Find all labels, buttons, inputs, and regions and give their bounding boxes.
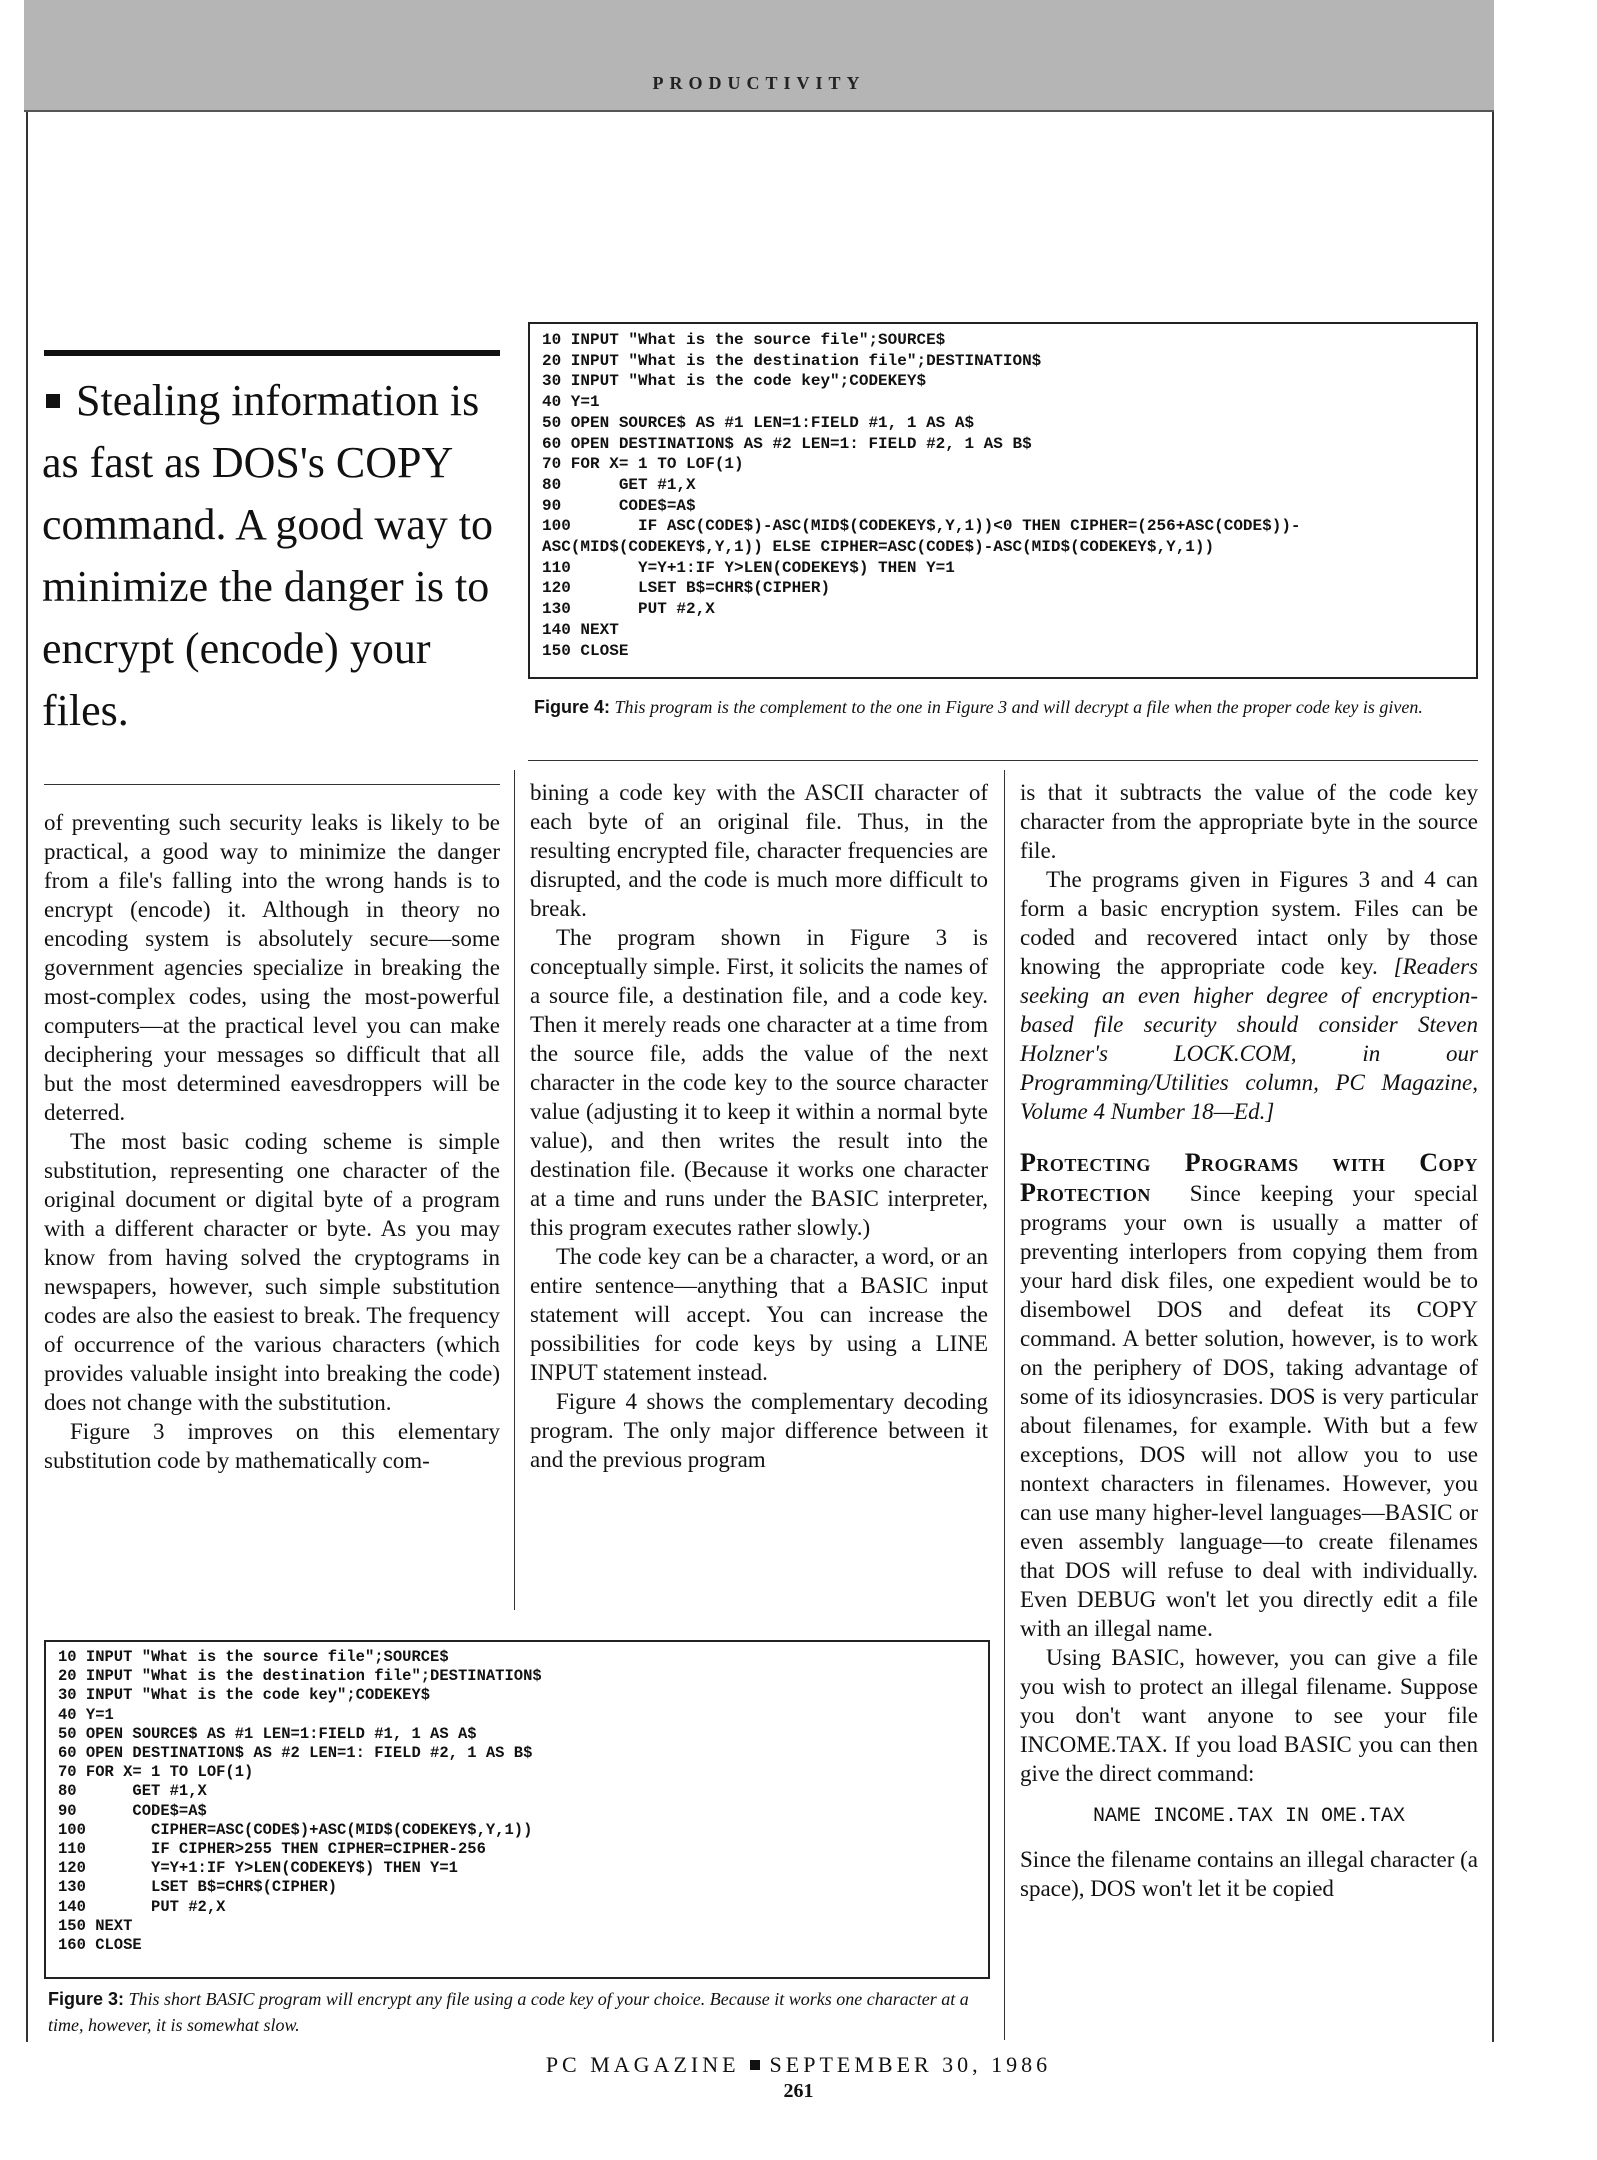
col3-paragraph-3-text: Since keeping your special programs your own is usually a matter of preventing interlopers from copying them from your hard disk files, one expedient would be to disembowel DOS and defeat its COPY command. A better solution, however, is to work on the periphery of DOS, taking advantage of some of its idiosyncrasies. DOS is very particular about filenames, for example. With but a few exceptions, DOS will not allow you to use nontext characters in filenames. However, you can use many higher-level languages—BASIC or even assembly language—to create filenames that DOS will refuse to deal with individually. Even DEBUG won't let you directly edit a file with an illegal name. — [1020, 1181, 1479, 1641]
pull-quote-top-rule — [44, 350, 500, 356]
col2-paragraph-1: bining a code key with the ASCII character of each byte of an original file. Thus, in the resulting encrypted file, character frequencies are disrupted, and the code is much more difficult to break. — [530, 780, 988, 921]
figure4-caption-label: Figure 4: — [534, 697, 611, 717]
right-frame-line — [1492, 112, 1494, 2042]
figure4-caption — [534, 694, 1474, 720]
footer-separator-icon — [750, 2060, 760, 2070]
col3-paragraph-2-text: The programs given in Figures 3 and 4 can form a basic encryption system. Files can be coded and recovered intact only by those knowing the appropriate code key. — [1020, 867, 1478, 979]
page-footer — [0, 2052, 1597, 2078]
pull-quote — [42, 370, 502, 742]
left-frame-line — [26, 112, 28, 2042]
figure3-caption — [48, 1986, 988, 2038]
name-command: NAME INCOME.TAX IN OME.TAX — [1092, 1805, 1406, 1828]
column-2 — [530, 778, 988, 1474]
column-1 — [44, 808, 500, 1475]
section-label: PRODUCTIVITY — [652, 73, 866, 93]
figure3-caption-label: Figure 3: — [48, 1989, 125, 2009]
figure4-code-listing: 10 INPUT "What is the source file";SOURCE$ 20 INPUT "What is the destination file";DESTINATION$ 30 INPUT "What is the code key";CODEKEY$ 40 Y=1 50 OPEN SOURCE$ AS #1 LEN=1:FIELD #1, 1 AS A$ 60 OPEN DESTINATION$ AS #2 LEN=1: FIELD #2, 1 AS B$ 70 FOR X= 1 TO LOF(1) 80 GET #1,X 90 CODE$=A$ 100 IF ASC(CODE$)-ASC(MID$(CODEKEY$,Y,1))<0 THEN CIPHER=(256+ASC(CODE$))- ASC(MID$(CODEKEY$,Y,1)) ELSE CIPHER=ASC(CODE$)-ASC(MID$(CODEKEY$,Y,1)) 110 Y=Y+1:IF Y>LEN(CODEKEY$) THEN Y=1 120 LSET B$=CHR$(CIPHER) 130 PUT #2,X 140 NEXT 150 CLOSE — [528, 322, 1478, 679]
column-divider-2 — [1004, 770, 1005, 2040]
figure4-caption-text: This program is the complement to the one in Figure 3 and will decrypt a file when the proper code key is given. — [614, 697, 1423, 717]
col3-paragraph-2 — [1020, 865, 1478, 1126]
pull-quote-text: Stealing information is as fast as DOS's COPY command. A good way to minimize the danger is to encrypt (encode) your files. — [42, 376, 493, 735]
col3-paragraph-1: is that it subtracts the value of the code key character from the appropriate byte in the source file. — [1020, 780, 1478, 863]
header-rule — [24, 110, 1494, 112]
figure3-code-listing: 10 INPUT "What is the source file";SOURCE$ 20 INPUT "What is the destination file";DESTINATION$ 30 INPUT "What is the code key";CODEKEY$ 40 Y=1 50 OPEN SOURCE$ AS #1 LEN=1:FIELD #1, 1 AS A$ 60 OPEN DESTINATION$ AS #2 LEN=1: FIELD #2, 1 AS B$ 70 FOR X= 1 TO LOF(1) 80 GET #1,X 90 CODE$=A$ 100 CIPHER=ASC(CODE$)+ASC(MID$(CODEKEY$,Y,1)) 110 IF CIPHER>255 THEN CIPHER=CIPHER-256 120 Y=Y+1:IF Y>LEN(CODEKEY$) THEN Y=1 130 LSET B$=CHR$(CIPHER) 140 PUT #2,X 150 NEXT 160 CLOSE — [44, 1640, 990, 1979]
section-heading: Protecting Programs with Copy Protection — [1020, 1148, 1478, 1207]
col2-paragraph-3: The code key can be a character, a word, or an entire sentence—anything that a BASIC input statement will accept. You can increase the possibilities for code keys by using a LINE INPUT statement instead. — [530, 1244, 988, 1385]
bullet-square-icon — [46, 394, 60, 408]
col1-paragraph-1: of preventing such security leaks is likely to be practical, a good way to minimize the danger from a file's falling into the wrong hands is to encrypt (encode) it. Although in theory no encoding system is absolutely secure—some government agencies specialize in breaking the most-complex codes, using the most-powerful computers—at the practical level you can make deciphering your messages so difficult that all but the most determined eavesdroppers will be deterred. — [44, 810, 500, 1125]
col3-paragraph-5: Since the filename contains an illegal character (a space), DOS won't let it be copied — [1020, 1847, 1478, 1901]
header-bar — [24, 0, 1494, 110]
column-3 — [1020, 778, 1478, 1903]
col3-paragraph-3 — [1020, 1148, 1478, 1643]
col1-paragraph-2: The most basic coding scheme is simple substitution, representing one character of the original document or digital byte of a program with a different character or byte. As you may know from having solved the cryptograms in newspapers, however, such simple substitution codes are also the easiest to break. The frequency of occurrence of the various characters (which provides valuable insight into breaking the code) does not change with the substitution. — [44, 1129, 500, 1415]
pull-quote-bottom-rule — [44, 784, 500, 785]
footer-date: SEPTEMBER 30, 1986 — [769, 2052, 1052, 2077]
col1-paragraph-3: Figure 3 improves on this elementary substitution code by mathematically com- — [44, 1419, 500, 1473]
col2-paragraph-2: The program shown in Figure 3 is conceptually simple. First, it solicits the names of a source file, a destination file, and a code key. Then it merely reads one character at a time from the source file, adds the value of the next character in the code key to the source character value (adjusting it to keep it within a normal byte value), and then writes the result into the destination file. (Because it works one character at a time and runs under the BASIC interpreter, this program executes rather slowly.) — [530, 925, 988, 1240]
col3-paragraph-4: Using BASIC, however, you can give a file you wish to protect an illegal filename. Suppose you don't want anyone to see your file INCOME.TAX. If you load BASIC you can then give the direct command: — [1020, 1645, 1478, 1786]
editor-note: [Readers seeking an even higher degree of encryption-based file security should consider Steven Holzner's LOCK.COM, in our Programming/Utilities column, PC Magazine, Volume 4 Number 18—Ed.] — [1020, 954, 1478, 1124]
column-divider-1 — [514, 770, 515, 1610]
page-number: 261 — [783, 2080, 814, 2102]
col2-paragraph-4: Figure 4 shows the complementary decoding program. The only major difference between it and the previous program — [530, 1389, 988, 1472]
figure3-caption-text: This short BASIC program will encrypt any file using a code key of your choice. Because it works one character at a time, however, it is somewhat slow. — [48, 1989, 969, 2035]
figure4-bottom-rule — [528, 760, 1478, 761]
footer-magazine: PC MAGAZINE — [545, 2052, 740, 2077]
